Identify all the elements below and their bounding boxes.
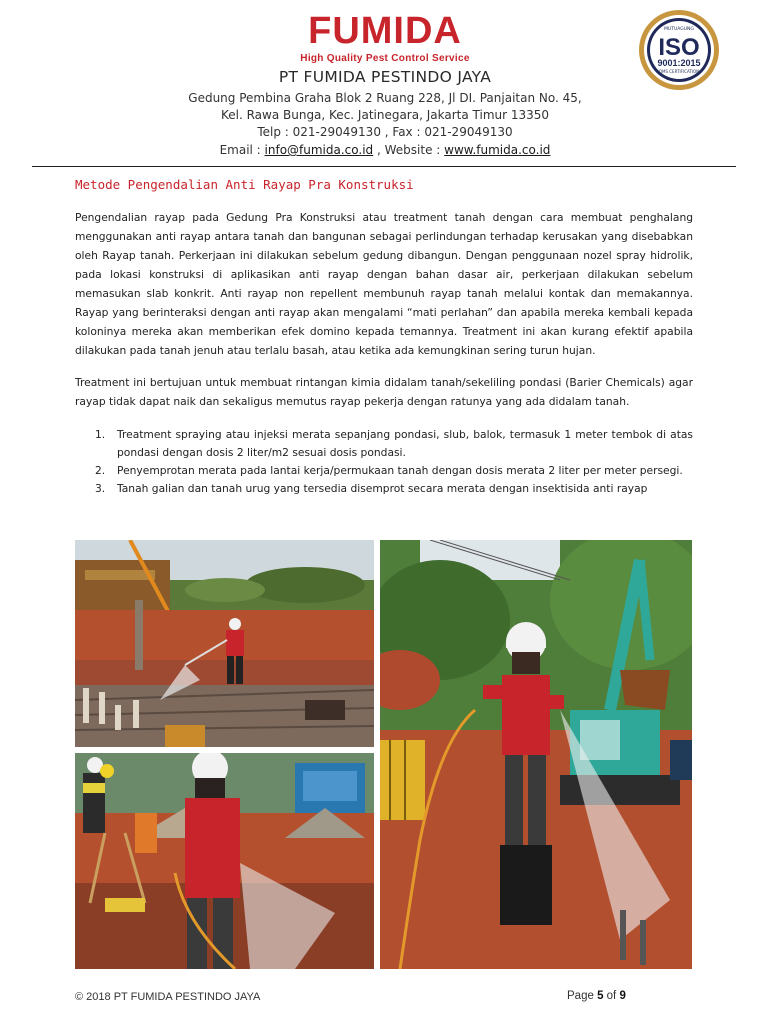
website-link[interactable]: www.fumida.co.id: [444, 143, 551, 157]
treatment-steps-list: [75, 426, 693, 498]
logo-wordmark: FUMIDA: [308, 10, 462, 52]
email-label: Email :: [219, 143, 265, 157]
iso-certification-seal: [637, 8, 721, 92]
address-line-1: Gedung Pembina Graha Blok 2 Ruang 228, Jl DI. Panjaitan No. 45,: [188, 91, 582, 105]
list-item-text: Treatment spraying atau injeksi merata sepanjang pondasi, slub, balok, termasuk 1 meter tembok di atas pondasi dengan dosis 2 liter/m2 sesuai dosis pondasi.: [117, 428, 693, 459]
address-line-2: Kel. Rawa Bunga, Kec. Jatinegara, Jakarta Timur 13350: [220, 108, 550, 122]
photo-worker-spraying-site-crew: [75, 753, 374, 969]
company-name: PT FUMIDA PESTINDO JAYA: [278, 68, 492, 86]
contact-line: [120, 143, 650, 157]
list-item: [75, 480, 693, 498]
paragraph-purpose: Treatment ini bertujuan untuk membuat rintangan kimia didalam tanah/sekeliling pondasi (Barier Chemicals) agar rayap tidak dapat naik dan sekaligus memutus rayap pekerja dengan ratunya yang ada didalam tanah.: [75, 376, 693, 408]
phone-fax-line: Telp : 021-29049130 , Fax : 021-29049130: [257, 125, 513, 139]
photo-worker-spraying-excavator: [380, 540, 692, 969]
paragraph-intro: Pengendalian rayap pada Gedung Pra Konstruksi atau treatment tanah dengan cara membuat penghalang menggunakan anti rayap antara tanah dan bangunan sebagai perlindungan terhadap kerusakan yang disebabkan oleh Rayap tanah. Perkerjaan ini dilakukan sebelum gedung dibangun. Dengan penggunaan nozel spray hidrolik, pada lokasi konstruksi di aplikasikan anti rayap dengan bahan dasar air, perkerjaan dilakukan sebelum memasukan slab konkrit. Anti rayap non repellent membunuh rayap tanah melalui kontak dan memakannya. Rayap yang berinteraksi dengan anti rayap akan mengalami “mati perlahan” dan apabila mereka kembali kepada koloninya mereka akan memberikan efek domino kepada temannya. Treatment ini akan kurang efektif apabila dilakukan pada tanah jenuh atau terlalu basah, atau ketika ada kemungkinan sering turun hujan.: [75, 211, 693, 357]
page-of-label: of: [603, 990, 620, 1002]
photo-site-spraying-wide: [75, 540, 374, 747]
list-item-text: Tanah galian dan tanah urug yang tersedia disemprot secara merata dengan insektisida anti rayap: [117, 482, 648, 495]
header-divider: [32, 166, 736, 167]
page-total: 9: [619, 990, 626, 1002]
page-current: 5: [597, 990, 604, 1002]
logo-tagline: High Quality Pest Control Service: [300, 53, 470, 64]
list-item: [75, 426, 693, 462]
list-item-number: 3.: [95, 482, 106, 495]
fumida-logo: [230, 10, 540, 64]
page-label: Page: [567, 990, 598, 1002]
list-item-number: 2.: [95, 464, 106, 477]
list-item-text: Penyemprotan merata pada lantai kerja/permukaan tanah dengan dosis merata 2 liter per meter persegi.: [117, 464, 683, 477]
iso-seal-main-text: ISO: [658, 34, 700, 61]
list-item: [75, 462, 693, 480]
footer-copyright: © 2018 PT FUMIDA PESTINDO JAYA: [75, 991, 261, 1003]
email-link[interactable]: info@fumida.co.id: [264, 143, 374, 157]
iso-seal-top-text: MUTUAGUNG: [664, 27, 694, 32]
section-title: Metode Pengendalian Anti Rayap Pra Konstruksi: [75, 177, 414, 192]
website-label: , Website :: [373, 143, 445, 157]
iso-seal-bottom-text: QMS CERTIFICATION: [658, 69, 700, 74]
iso-seal-standard-text: 9001:2015: [657, 58, 701, 68]
list-item-number: 1.: [95, 428, 106, 441]
footer-page-number: [567, 990, 626, 1002]
